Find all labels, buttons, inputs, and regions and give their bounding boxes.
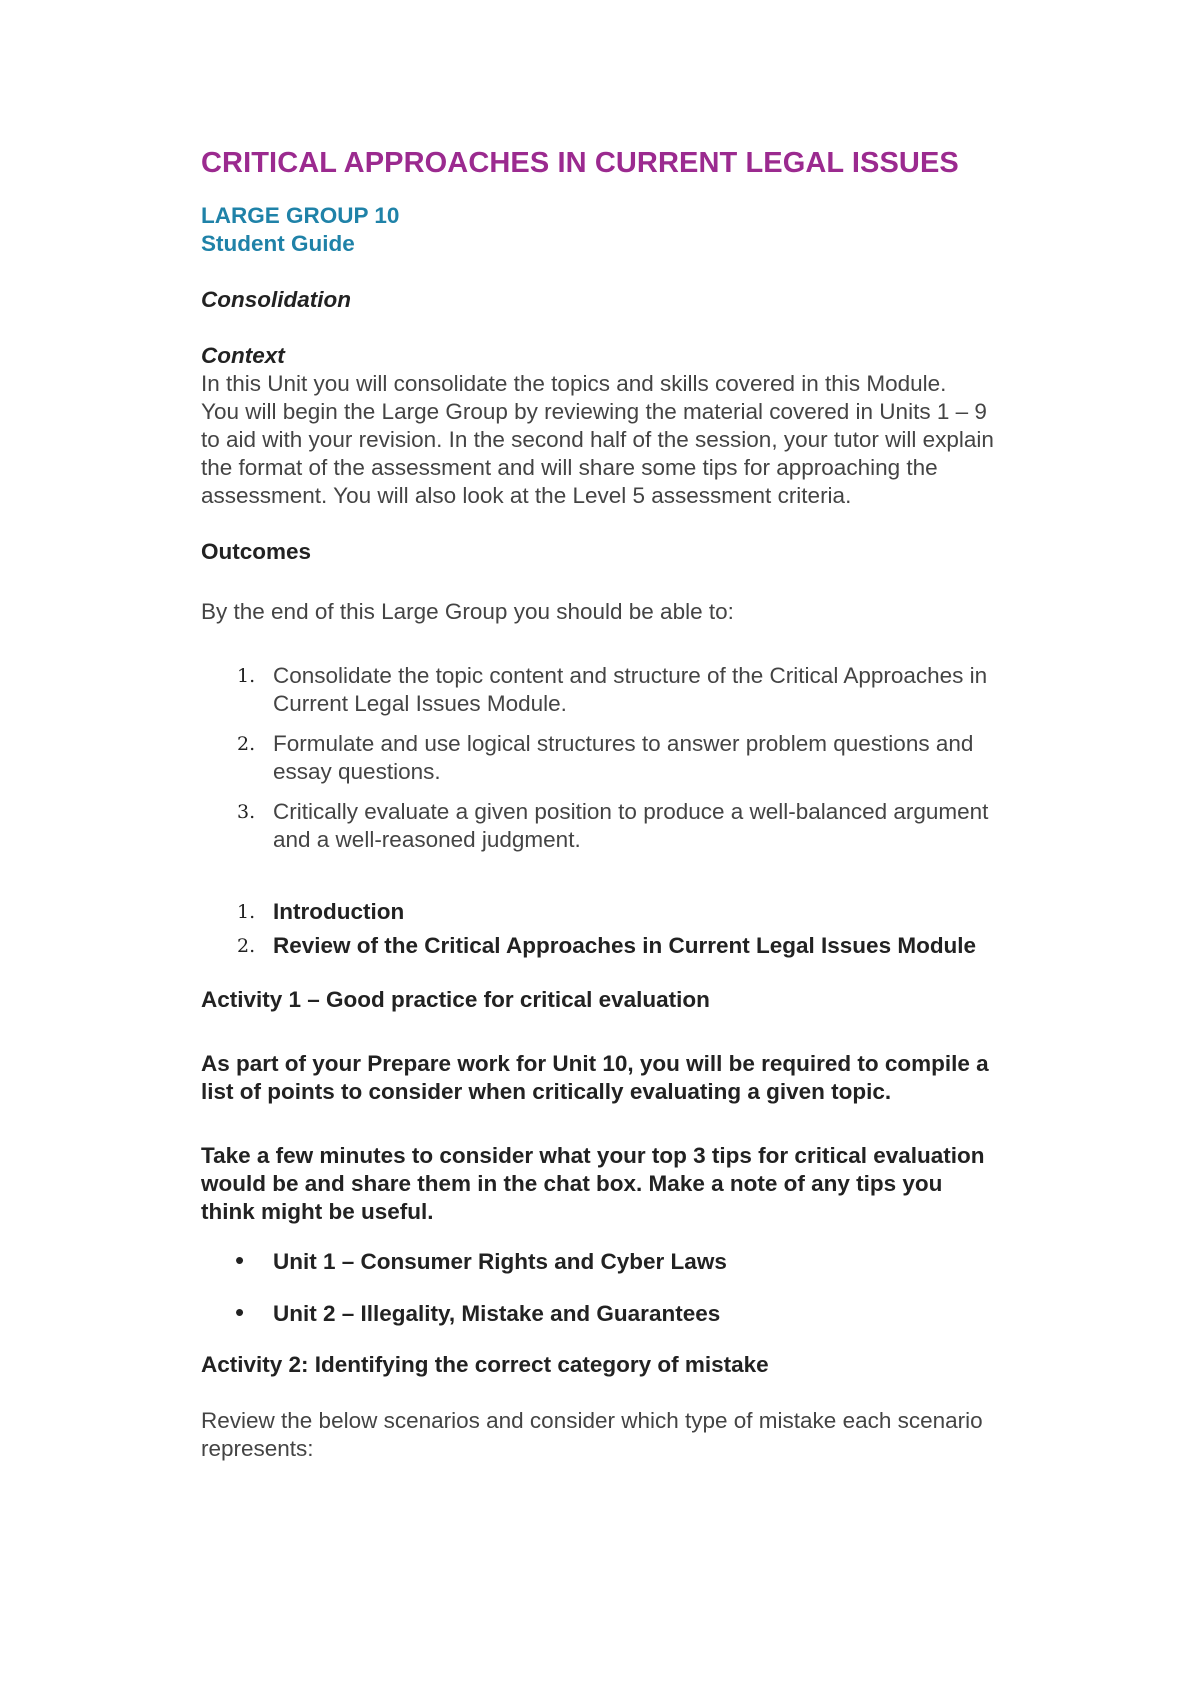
paragraph-line: As part of your Prepare work for Unit 10, you will be required to compile a — [201, 1051, 989, 1076]
list-item — [201, 1297, 1081, 1328]
outcome-line: and a well-reasoned judgment. — [273, 827, 581, 852]
activity1-heading: Activity 1 – Good practice for critical evaluation — [201, 987, 710, 1012]
paragraph-line: would be and share them in the chat box. Make a note of any tips you — [201, 1171, 943, 1196]
paragraph-line: think might be useful. — [201, 1199, 434, 1224]
paragraph-line: list of points to consider when critically evaluating a given topic. — [201, 1079, 892, 1104]
bullet-icon: • — [235, 1297, 245, 1327]
section-heading: Consolidation — [201, 287, 351, 312]
outcomes-list — [201, 662, 1081, 854]
activity1-paragraph-2 — [201, 1142, 1081, 1226]
list-number: 2. — [237, 733, 256, 755]
paragraph-line: represents: — [201, 1436, 314, 1461]
agenda-item-text: Introduction — [273, 899, 405, 924]
activity2-paragraph — [201, 1407, 1081, 1463]
outcome-line: Critically evaluate a given position to produce a well-balanced argument — [273, 799, 989, 824]
list-number: 3. — [237, 801, 256, 823]
context-line: the format of the assessment and will share some tips for approaching the — [201, 455, 938, 480]
bullet-icon: • — [235, 1245, 245, 1275]
context-line: assessment. You will also look at the Level 5 assessment criteria. — [201, 483, 852, 508]
outcome-line: Formulate and use logical structures to answer problem questions and — [273, 731, 974, 756]
document-body — [201, 146, 1081, 1463]
unit-item-text: Unit 1 – Consumer Rights and Cyber Laws — [273, 1249, 727, 1274]
outcome-line: Current Legal Issues Module. — [273, 691, 567, 716]
activity1-paragraph-1 — [201, 1050, 1081, 1106]
outcome-line: essay questions. — [273, 759, 441, 784]
context-line: In this Unit you will consolidate the topics and skills covered in this Module. — [201, 371, 947, 396]
list-item — [201, 1245, 1081, 1276]
units-list — [201, 1245, 1081, 1328]
list-item — [201, 730, 1081, 786]
activity2-heading: Activity 2: Identifying the correct category of mistake — [201, 1352, 769, 1377]
outcomes-intro: By the end of this Large Group you should be able to: — [201, 599, 734, 624]
list-item — [201, 662, 1081, 718]
context-line: You will begin the Large Group by reviewing the material covered in Units 1 – 9 — [201, 399, 987, 424]
list-item — [201, 798, 1081, 854]
paragraph-line: Take a few minutes to consider what your top 3 tips for critical evaluation — [201, 1143, 985, 1168]
context-line: to aid with your revision. In the second half of the session, your tutor will explain — [201, 427, 994, 452]
context-paragraph — [201, 370, 1081, 510]
context-heading: Context — [201, 343, 285, 368]
paragraph-line: Review the below scenarios and consider which type of mistake each scenario — [201, 1408, 983, 1433]
unit-item-text: Unit 2 – Illegality, Mistake and Guarantees — [273, 1301, 721, 1326]
group-label: LARGE GROUP 10 — [201, 203, 400, 228]
list-item — [201, 898, 1081, 926]
list-number: 1. — [237, 665, 256, 687]
list-number: 2. — [237, 935, 256, 957]
list-number: 1. — [237, 901, 256, 923]
agenda-item-text: Review of the Critical Approaches in Current Legal Issues Module — [273, 933, 977, 958]
list-item — [201, 932, 1081, 960]
document-title: CRITICAL APPROACHES IN CURRENT LEGAL ISSUES — [201, 147, 959, 179]
agenda-list — [201, 898, 1081, 960]
guide-label: Student Guide — [201, 231, 355, 256]
outcomes-heading: Outcomes — [201, 539, 312, 564]
outcome-line: Consolidate the topic content and structure of the Critical Approaches in — [273, 663, 988, 688]
